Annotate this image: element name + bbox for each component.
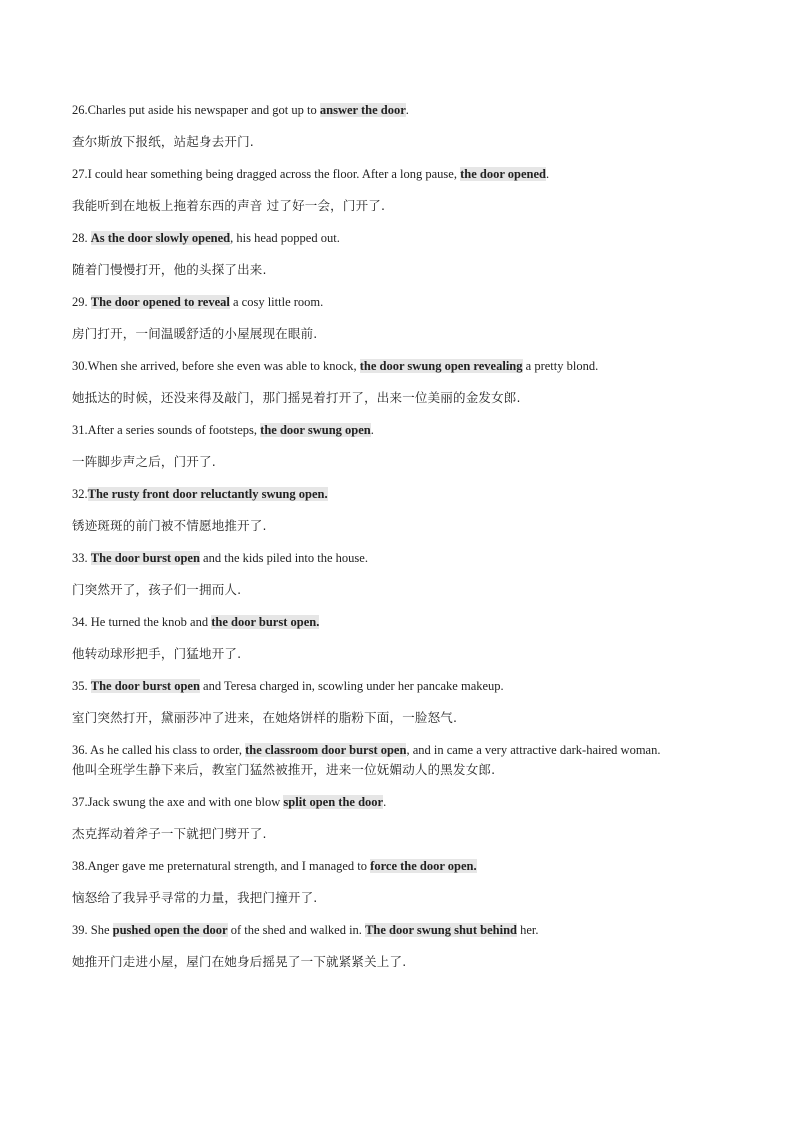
sentence-text: 33. [72,551,91,565]
sentence-text: 34. He turned the knob and [72,615,212,629]
sentence-text: and the kids piled into the house. [199,551,368,565]
sentence-text: 39. She [72,923,113,937]
highlighted-phrase: the classroom door burst open [245,743,407,757]
english-sentence [72,420,722,452]
chinese-translation: 他叫全班学生静下来后，教室门猛然被推开，进来一位妩媚动人的黑发女郎. [72,762,496,777]
highlighted-phrase: The door swung shut behind [365,923,517,937]
sentence-text: of the shed and walked in. [227,923,366,937]
chinese-translation: 她推开门走进小屋，屋门在她身后摇晃了一下就紧紧关上了. [72,954,407,969]
chinese-translation: 一阵脚步声之后，门开了. [72,454,216,469]
sentence-list [72,100,722,984]
highlighted-phrase: answer the door [319,103,406,117]
english-sentence [72,548,722,580]
sentence-text: and Teresa charged in, scowling under her pancake makeup. [199,679,504,693]
english-sentence [72,676,722,708]
sentence-text: . [405,103,409,117]
sentence-text: 37.Jack swung the axe and with one blow [72,795,284,809]
english-sentence [72,612,722,644]
sentence-text: 31.After a series sounds of footsteps, [72,423,261,437]
english-sentence [72,356,722,388]
english-sentence [72,228,722,260]
english-sentence [72,792,722,824]
highlighted-phrase: The rusty front door reluctantly swung open. [87,487,328,501]
sentence-text: 27.I could hear something being dragged across the floor. After a long pause, [72,167,461,181]
highlighted-phrase: As the door slowly opened [90,231,231,245]
highlighted-phrase: the door burst open. [211,615,320,629]
chinese-translation: 门突然开了，孩子们一拥而人. [72,582,242,597]
sentence-text: 35. [72,679,91,693]
sentence-text: . [370,423,374,437]
highlighted-phrase: the door opened [460,167,546,181]
sentence-text: a cosy little room. [229,295,324,309]
english-sentence [72,292,722,324]
sentence-text: 26.Charles put aside his newspaper and got up to [72,103,320,117]
sentence-text: . [545,167,550,181]
highlighted-phrase: pushed open the door [112,923,228,937]
sentence-text: , and in came a very attractive dark-haired woman. [406,743,661,757]
sentence-text: 38.Anger gave me preternatural strength, and I managed to [72,859,371,873]
sentence-text: 29. [72,295,91,309]
chinese-translation: 恼怒给了我异乎寻常的力量，我把门撞开了. [72,890,318,905]
sentence-text: 32. [72,487,88,501]
sentence-text: 28. [72,231,91,245]
chinese-translation: 她抵达的时候，还没来得及敲门，那门摇晃着打开了，出来一位美丽的金发女郎. [72,390,521,405]
highlighted-phrase: split open the door [283,795,384,809]
highlighted-phrase: the door swung open [260,423,371,437]
highlighted-phrase: The door burst open [90,551,200,565]
highlighted-phrase: The door opened to reveal [90,295,230,309]
sentence-text: a pretty blond. [522,359,599,373]
sentence-text: . [383,795,387,809]
english-sentence [72,856,722,888]
chinese-translation: 查尔斯放下报纸，站起身去开门. [72,134,254,149]
sentence-text: 30.When she arrived, before she even was able to knock, [72,359,360,373]
chinese-translation: 锈迹斑斑的前门被不情愿地推开了. [72,518,267,533]
english-sentence [72,164,722,196]
chinese-translation: 我能听到在地板上拖着东西的声音 过了好一会，门开了. [72,198,386,213]
english-sentence [72,484,722,516]
chinese-translation: 他转动球形把手，门猛地开了. [72,646,242,661]
chinese-translation: 随着门慢慢打开，他的头探了出来. [72,262,267,277]
sentence-text: her. [516,923,539,937]
chinese-translation: 杰克挥动着斧子一下就把门劈开了. [72,826,267,841]
chinese-translation: 房门打开，一间温暖舒适的小屋展现在眼前. [72,326,318,341]
english-sentence [72,920,722,952]
highlighted-phrase: the door swung open revealing [359,359,523,373]
sentence-text: 36. As he called his class to order, [72,743,246,757]
english-sentence [72,100,722,132]
sentence-text: , his head popped out. [230,231,340,245]
highlighted-phrase: force the door open. [370,859,477,873]
highlighted-phrase: The door burst open [90,679,200,693]
chinese-translation: 室门突然打开，黛丽莎冲了进来，在她烙饼样的脂粉下面，一脸怒气. [72,710,458,725]
